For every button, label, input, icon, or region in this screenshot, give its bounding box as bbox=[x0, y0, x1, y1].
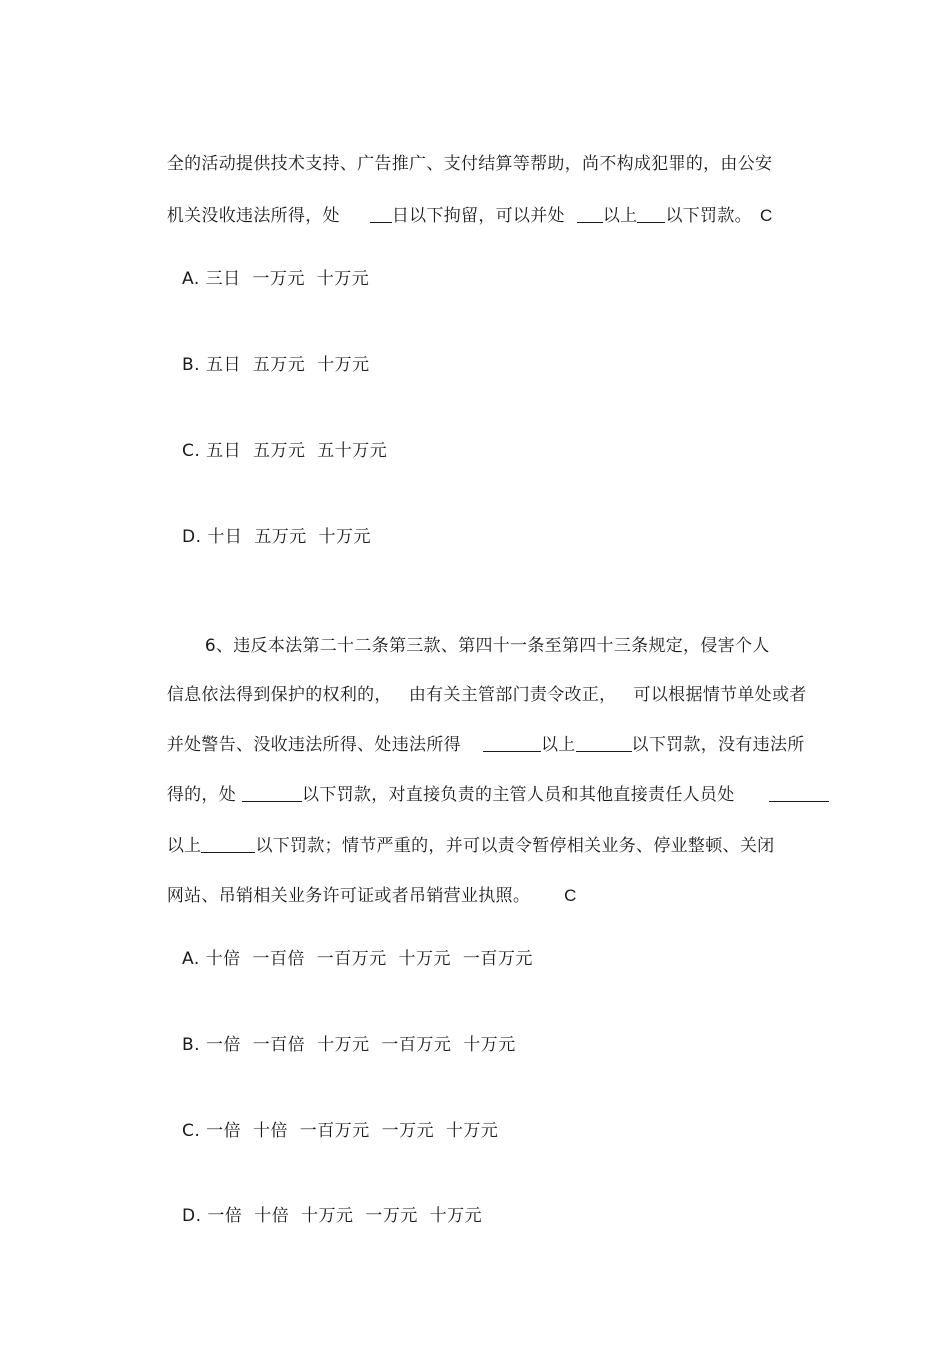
q5-line2-part-a: 机关没收违法所得，处 bbox=[166, 206, 340, 226]
q6-answer: C bbox=[564, 886, 577, 905]
q6-line3-part-c: 以下罚款，没有违法所 bbox=[631, 735, 805, 755]
q5-option-d: D. 十日 五万元 十万元 bbox=[182, 527, 372, 547]
q5-line1-text: 全的活动提供技术支持、广告推广、支付结算等帮助，尚不构成犯罪的，由公安 bbox=[166, 154, 773, 174]
q6-line4-part-a: 得的，处 bbox=[166, 785, 237, 805]
q6-blank-4 bbox=[769, 785, 829, 802]
q5-line2-part-c: 以上 bbox=[602, 206, 638, 226]
q5-option-b: B. 五日 五万元 十万元 bbox=[182, 355, 370, 375]
q6-line3-part-a: 并处警告、没收违法所得、处违法所得 bbox=[166, 735, 461, 755]
q6-option-d: D. 一倍 十倍 十万元 一万元 十万元 bbox=[182, 1206, 483, 1226]
q6-line5-part-b: 以下罚款；情节严重的，并可以责令暂停相关业务、停业整顿、关闭 bbox=[255, 836, 775, 856]
q6-line4-part-b: 以下罚款，对直接负责的主管人员和其他直接责任人员处 bbox=[302, 785, 735, 805]
q6-line6-text: 网站、吊销相关业务许可证或者吊销营业执照。 bbox=[166, 886, 531, 906]
q5-option-c: C. 五日 五万元 五十万元 bbox=[182, 441, 388, 461]
q6-line3-part-b: 以上 bbox=[540, 735, 576, 755]
q5-option-a: A. 三日 一万元 十万元 bbox=[182, 269, 370, 289]
q6-blank-1 bbox=[483, 735, 541, 752]
q6-line1-text: 6、违反本法第二十二条第三款、第四十一条至第四十三条规定，侵害个人 bbox=[204, 636, 770, 656]
q6-line2-text: 信息依法得到保护的权利的， 由有关主管部门责令改正， 可以根据情节单处或者 bbox=[166, 685, 807, 705]
q5-blank-days bbox=[370, 206, 392, 223]
q6-line5-part-a: 以上 bbox=[166, 836, 202, 856]
q6-text-line-6 bbox=[144, 863, 577, 929]
q5-blank-min-fine bbox=[577, 206, 603, 223]
q5-blank-max-fine bbox=[637, 206, 665, 223]
q5-answer: C bbox=[759, 206, 773, 225]
q5-text-line-2 bbox=[144, 183, 773, 249]
q5-line2-part-d: 以下罚款。 bbox=[665, 206, 752, 226]
q5-line2-part-b: 日以下拘留，可以并处 bbox=[391, 206, 565, 226]
q6-blank-2 bbox=[576, 735, 632, 752]
q6-option-c: C. 一倍 十倍 一百万元 一万元 十万元 bbox=[182, 1121, 499, 1141]
q6-blank-5 bbox=[201, 836, 255, 853]
q6-option-b: B. 一倍 一百倍 十万元 一百万元 十万元 bbox=[182, 1035, 516, 1055]
q6-blank-3 bbox=[242, 785, 302, 802]
q6-option-a: A. 十倍 一百倍 一百万元 十万元 一百万元 bbox=[182, 949, 533, 969]
